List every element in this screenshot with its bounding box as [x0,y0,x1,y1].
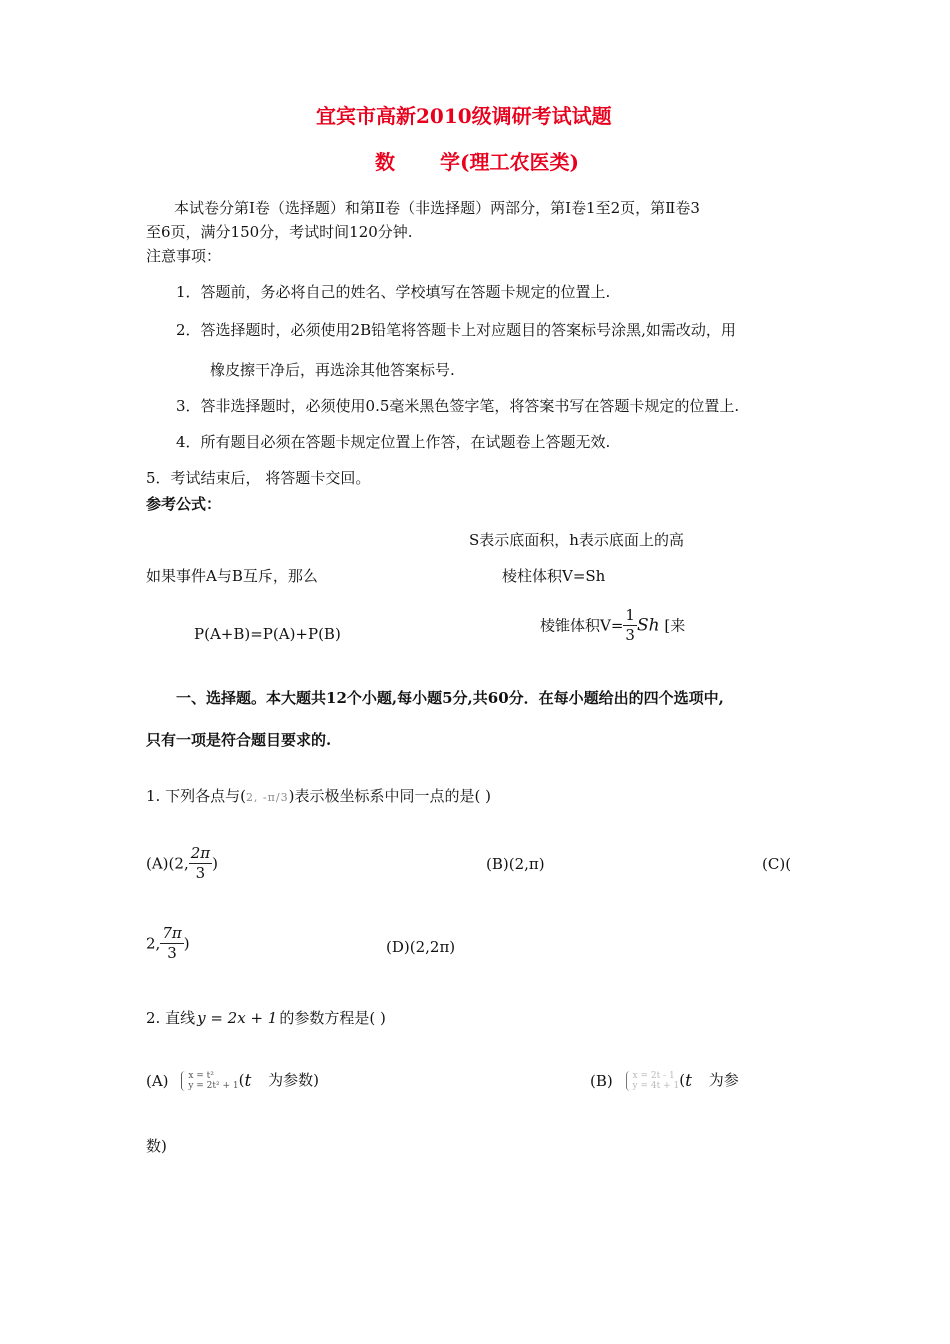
subject-title-right: 学(理工农医类) [440,150,579,174]
note-item-2b: 橡皮擦干净后，再选涂其他答案标号. [210,361,455,379]
note-item-5: 5．考试结束后， 将答题卡交回。 [146,469,371,487]
cone-var: Sh [636,615,660,636]
question-2-option-b-tail: 数) [146,1137,167,1155]
question-2-option-b[interactable]: (B) x = 2t - 1 y = 4t + 1(t 为参 [590,1071,739,1091]
notes-heading: 注意事项： [146,247,222,265]
note-item-4: 4．所有题目必须在答题卡规定位置上作答，在试题卷上答题无效. [176,433,611,451]
note-item-2a: 2．答选择题时，必须使用2B铅笔将答题卡上对应题目的答案标号涂黑,如需改动，用 [176,321,736,339]
question-1-option-c[interactable]: (C)( [762,855,792,873]
section-1-line-1: 一、选择题。本大题共12个小题,每小题5分,共60分．在每小题给出的四个选项中, [176,689,724,707]
question-1-option-c-value: 2, $\frac{7\pi}{3}$ ) [146,924,190,962]
question-1-stem: 1. 下列各点与(2, -π/3)表示极坐标系中同一点的是( ) [146,787,491,805]
question-2-option-a[interactable]: (A) x = t² y = 2t² + 1(t 为参数) [146,1071,319,1091]
note-item-1: 1．答题前，务必将自己的姓名、学校填写在答题卡规定的位置上. [176,283,611,301]
formula-probability: P(A+B)=P(A)+P(B) [194,625,341,643]
formula-s-desc: S表示底面积，h表示底面上的高 [469,531,684,549]
cone-suffix: [来 [664,616,686,635]
question-2-equation: y = 2x + 1 [197,1009,278,1027]
option-a-system: x = t² y = 2t² + 1 [181,1071,238,1091]
cone-fraction: $\frac{1}{3}$ [625,606,635,644]
formula-cone [540,608,685,643]
question-1-option-b[interactable]: (B)(2,π) [486,855,545,873]
question-1-option-a[interactable]: (A)(2, $\frac{2\pi}{3}$ ) [146,844,218,882]
intro-line-2: 至6页，满分150分，考试时间120分钟. [146,223,413,241]
question-1-option-d[interactable]: (D)(2,2π) [386,938,456,956]
formula-prism: 棱柱体积V=Sh [502,567,606,585]
intro-line-1: 本试卷分第Ⅰ卷（选择题）和第Ⅱ卷（非选择题）两部分，第Ⅰ卷1至2页，第Ⅱ卷3 [174,199,700,217]
exam-title: 宜宾市高新2010级调研考试试题 [316,104,612,128]
formula-event-text: 如果事件A与B互斥，那么 [146,567,318,585]
cone-prefix: 棱锥体积V= [540,616,624,635]
option-b-system: x = 2t - 1 y = 4t + 1 [626,1071,680,1091]
question-1-point-blurred: 2, -π/3 [245,791,289,804]
subject-title-left: 数 [375,150,395,174]
note-item-3: 3．答非选择题时，必须使用0.5毫米黑色签字笔，将答案书写在答题卡规定的位置上. [176,397,740,415]
formulas-heading: 参考公式： [146,495,222,513]
section-1-line-2: 只有一项是符合题目要求的. [146,731,332,749]
question-2-stem: 2. 直线 y = 2x + 1 的参数方程是( ) [146,1009,386,1027]
